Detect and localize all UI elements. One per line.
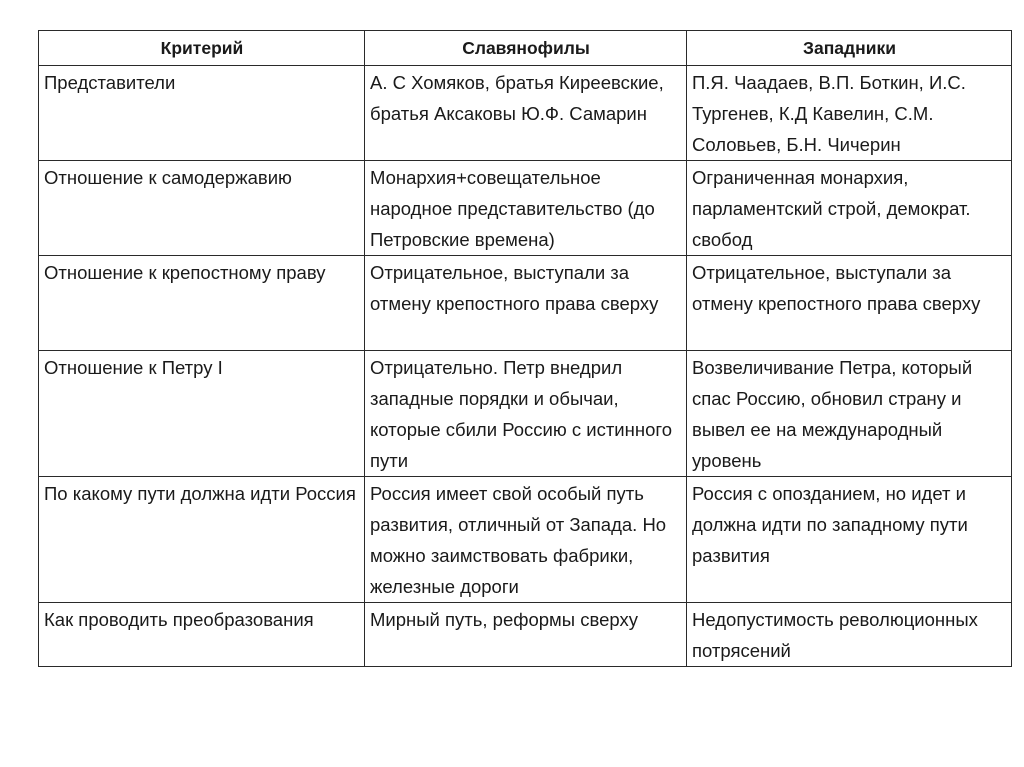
table-row (39, 161, 1012, 256)
table-row (39, 351, 1012, 477)
table-row (39, 66, 1012, 161)
header-criterion: Критерий (39, 31, 365, 66)
slavophiles-cell: Мирный путь, реформы сверху (365, 603, 687, 667)
westerners-cell: Ограниченная монархия, парламентский строй, демократ. свобод (687, 161, 1012, 256)
table-row (39, 256, 1012, 351)
westerners-cell: Возвеличивание Петра, который спас Россию, обновил страну и вывел ее на международный уровень (687, 351, 1012, 477)
table-header-row (39, 31, 1012, 66)
header-slavophiles: Славянофилы (365, 31, 687, 66)
slavophiles-cell: Монархия+совещательное народное представительство (до Петровские времена) (365, 161, 687, 256)
criterion-cell: По какому пути должна идти Россия (39, 477, 365, 603)
criterion-cell: Представители (39, 66, 365, 161)
comparison-table (38, 30, 1012, 667)
slavophiles-cell: Отрицательно. Петр внедрил западные порядки и обычаи, которые сбили Россию с истинного пути (365, 351, 687, 477)
criterion-cell: Отношение к Петру I (39, 351, 365, 477)
table-row (39, 477, 1012, 603)
table-row (39, 603, 1012, 667)
criterion-cell: Отношение к самодержавию (39, 161, 365, 256)
westerners-cell: Россия с опозданием, но идет и должна идти по западному пути развития (687, 477, 1012, 603)
westerners-cell: Недопустимость революционных потрясений (687, 603, 1012, 667)
slavophiles-cell: Отрицательное, выступали за отмену крепостного права сверху (365, 256, 687, 351)
criterion-cell: Отношение к крепостному праву (39, 256, 365, 351)
criterion-cell: Как проводить преобразования (39, 603, 365, 667)
slavophiles-cell: Россия имеет свой особый путь развития, отличный от Запада. Но можно заимствовать фабрики, железные дороги (365, 477, 687, 603)
westerners-cell: Отрицательное, выступали за отмену крепостного права сверху (687, 256, 1012, 351)
header-westerners: Западники (687, 31, 1012, 66)
westerners-cell: П.Я. Чаадаев, В.П. Боткин, И.С. Тургенев, К.Д Кавелин, С.М. Соловьев, Б.Н. Чичерин (687, 66, 1012, 161)
slavophiles-cell: А. С Хомяков, братья Киреевские, братья Аксаковы Ю.Ф. Самарин (365, 66, 687, 161)
